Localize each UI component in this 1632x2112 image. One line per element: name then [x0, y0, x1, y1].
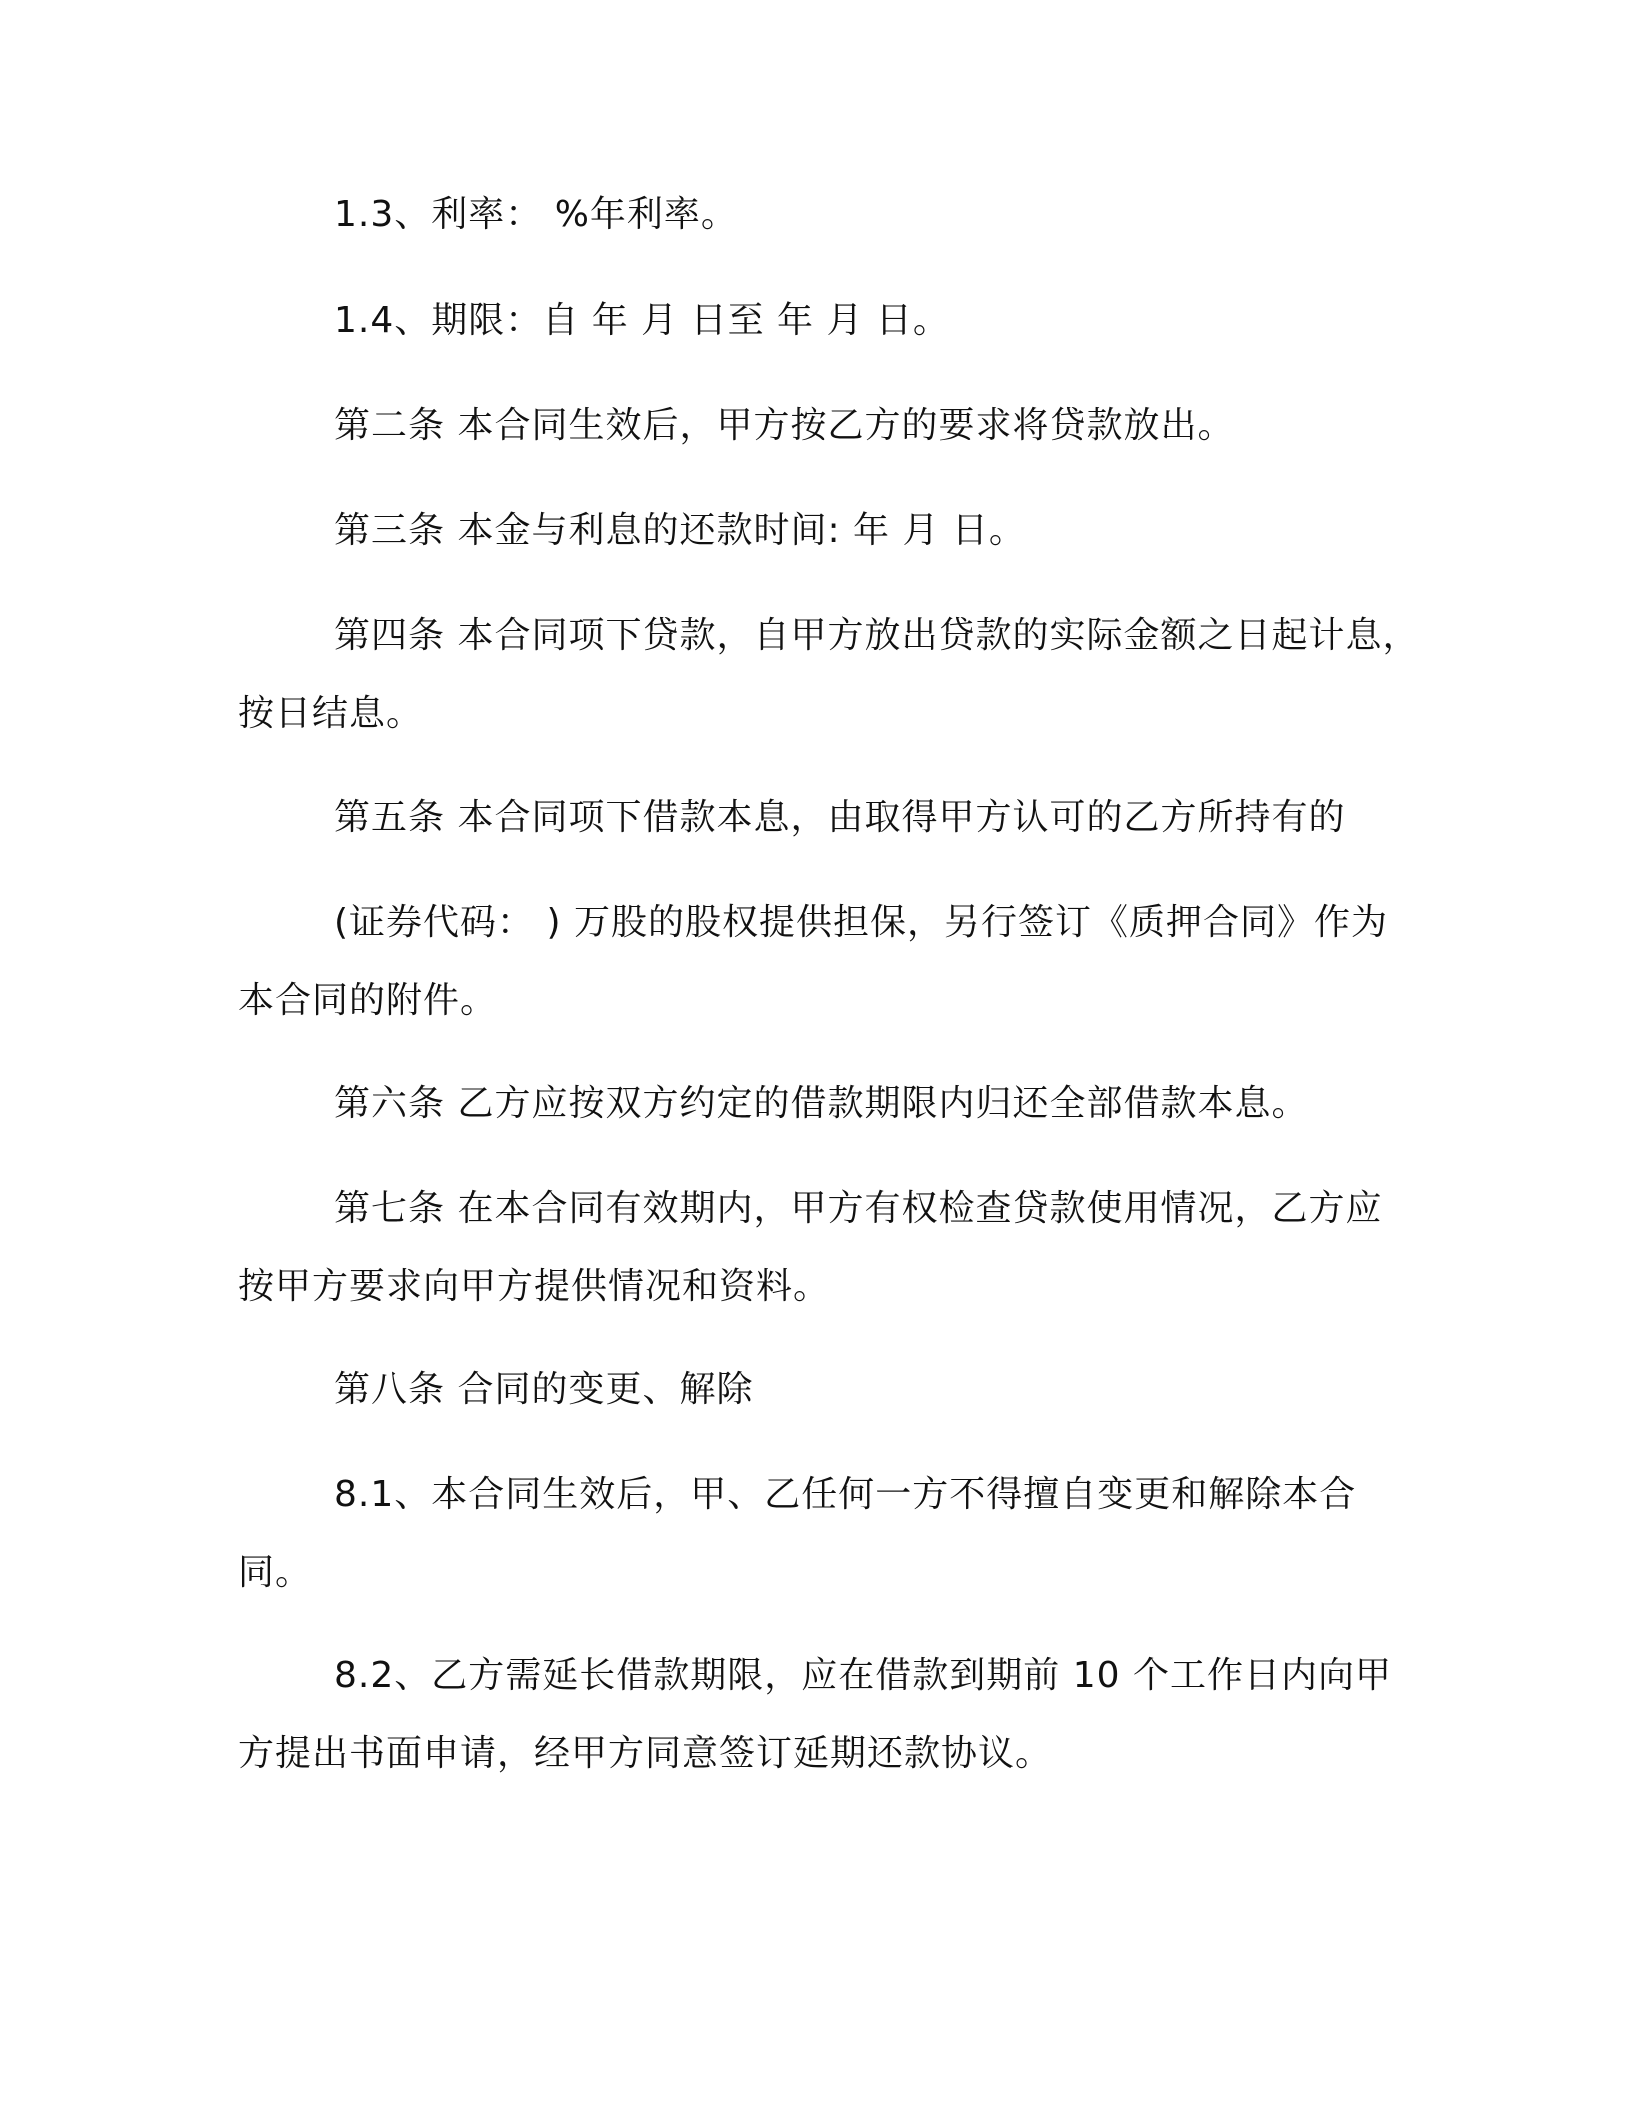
article-2: [238, 387, 1418, 465]
paragraph-line: (证券代码： ) 万股的股权提供担保，另行签订《质押合同》作为: [334, 902, 1388, 943]
paragraph-line: 第二条 本合同生效后，甲方按乙方的要求将贷款放出。: [334, 405, 1235, 446]
clause-1-4-term: [238, 282, 1418, 360]
paragraph-line: 第四条 本合同项下贷款，自甲方放出贷款的实际金额之日起计息，: [334, 615, 1420, 656]
paragraph-line: 同。: [238, 1552, 313, 1593]
paragraph-line: 按甲方要求向甲方提供情况和资料。: [238, 1266, 831, 1307]
article-7: [238, 1170, 1418, 1326]
clause-8-1: [238, 1456, 1418, 1612]
paragraph-line: 1.3、利率： %年利率。: [334, 194, 738, 235]
paragraph-line: 8.1、本合同生效后，甲、乙任何一方不得擅自变更和解除本合: [334, 1474, 1357, 1515]
article-6: [238, 1065, 1418, 1143]
paragraph-line: 8.2、乙方需延长借款期限，应在借款到期前 10 个工作日内向甲: [334, 1655, 1392, 1696]
paragraph-line: 本合同的附件。: [238, 980, 498, 1021]
paragraph-line: 第五条 本合同项下借款本息，由取得甲方认可的乙方所持有的: [334, 797, 1346, 838]
article-5-continued: [238, 884, 1418, 1040]
paragraph-line: 第八条 合同的变更、解除: [334, 1369, 754, 1410]
clause-1-3-interest-rate: [238, 176, 1418, 254]
paragraph-line: 按日结息。: [238, 693, 424, 734]
clause-8-2: [238, 1637, 1418, 1793]
paragraph-line: 第三条 本金与利息的还款时间: 年 月 日。: [334, 510, 1026, 551]
paragraph-line: 方提出书面申请，经甲方同意签订延期还款协议。: [238, 1733, 1053, 1774]
paragraph-line: 第六条 乙方应按双方约定的借款期限内归还全部借款本息。: [334, 1083, 1309, 1124]
paragraph-line: 第七条 在本合同有效期内，甲方有权检查贷款使用情况，乙方应: [334, 1188, 1383, 1229]
article-3: [238, 492, 1418, 570]
article-4: [238, 597, 1418, 753]
article-5: [238, 779, 1418, 857]
paragraph-line: 1.4、期限：自 年 月 日至 年 月 日。: [334, 300, 950, 341]
article-8-heading: [238, 1351, 1418, 1429]
